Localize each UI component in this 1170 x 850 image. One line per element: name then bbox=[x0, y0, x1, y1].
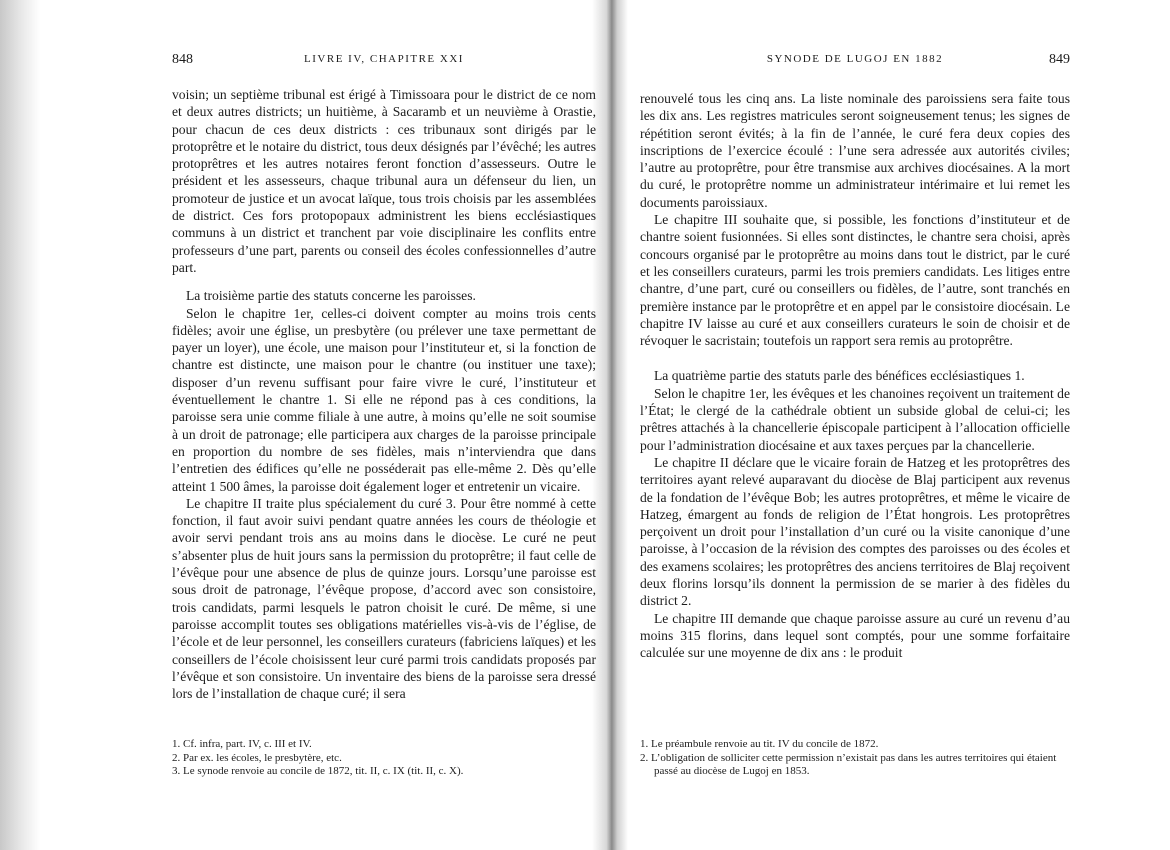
page-number: 849 bbox=[1049, 52, 1070, 67]
left-page bbox=[172, 0, 596, 850]
paragraph: voisin; un septième tribunal est érigé à Timissoara pour le district de ce nom et deux autres districts; un huitième, à Sacaramb et un neuvième à Orastie, pour chacun de ces deux districts : ces tribunaux sont dirigés par le protoprêtre et le notaire du district, tous deux désignés par l’évêché; les autres protoprêtres et les autres notaires feront fonction d’assesseurs. Outre le président et les assesseurs, chaque tribunal aura un défenseur du lien, un promoteur de justice et un avocat laïque, tous trois choisis par les assemblées de district. Ces fors protopopaux administrent les biens ecclésiastiques communs à un district et tranchent par voie disciplinaire les conflits entre professeurs d’une part, parents ou conseil des écoles confessionnelles d’autre part. bbox=[172, 87, 596, 275]
page-number: 848 bbox=[172, 52, 193, 67]
paragraph: Le chapitre III demande que chaque paroisse assure au curé un revenu d’au moins 315 florins, dans lequel sont comptés, pour une somme forfaitaire calculée sur une moyenne de dix ans : le produit bbox=[640, 610, 1070, 661]
page-body bbox=[640, 90, 1070, 662]
footnotes bbox=[172, 738, 596, 779]
footnote: 3. Le synode renvoie au concile de 1872, tit. II, c. IX (tit. II, c. X). bbox=[172, 765, 464, 777]
footnote: 2. L’obligation de solliciter cette permission n’existait pas dans les autres territoires qui étaient passé au diocèse de Lugoj en 1853. bbox=[640, 751, 1057, 777]
footnote: 1. Le préambule renvoie au tit. IV du concile de 1872. bbox=[640, 738, 879, 750]
footnote: 1. Cf. infra, part. IV, c. III et IV. bbox=[172, 738, 312, 750]
paragraph: Selon le chapitre 1er, celles-ci doivent compter au moins trois cents fidèles; avoir une église, un presbytère (ou prélever une taxe permettant de payer un loyer), une école, une maison pour l’instituteur et, si la fonction de chantre est distincte, une maison pour le chantre (ou instituer une taxe); disposer d’un revenu suffisant pour faire vivre le curé, l’instituteur et éventuellement le chantre 1. Si elle ne répond pas à ces conditions, la paroisse sera unie comme filiale à une autre, à moins qu’elle ne soit soumise à un droit de patronage; elle participera aux charges de la paroisse principale en proportion du nombre de ses fidèles, mais n’interviendra que dans l’entretien des édifices qu’elle ne posséderait pas elle-même 2. Dès qu’elle atteint 1 500 âmes, la paroisse doit également loger et entretenir un vicaire. bbox=[172, 305, 596, 494]
running-head-title: LIVRE IV, CHAPITRE XXI bbox=[304, 53, 464, 65]
running-head-title: SYNODE DE LUGOJ EN 1882 bbox=[766, 53, 944, 65]
book-gutter-shadow bbox=[592, 0, 628, 850]
footnotes bbox=[640, 738, 1070, 779]
paragraph: Le chapitre III souhaite que, si possible, les fonctions d’instituteur et de chantre soient fusionnées. Si elles sont distinctes, le chantre sera choisi, après concours organisé par le protoprêtre au moins dans tout le district, par le curé et les conseillers curateurs, parmi les trois premiers candidats. Les litiges entre chantre, d’une part, curé ou conseillers ou fidèles, de l’autre, sont tranchés en première instance par le protoprêtre et en appel par le consistoire diocésain. Le chapitre IV laisse au curé et aux conseillers curateurs le soin de choisir et de révoquer le sacristain; toutefois un rapport sera remis au protoprêtre. bbox=[640, 212, 1070, 349]
paragraph: renouvelé tous les cinq ans. La liste nominale des paroissiens sera faite tous les dix ans. Les registres matricules seront soigneusement tenus; les signes de répétition seront évités; à la fin de l’année, le curé fera deux copies des inscriptions de l’exercice écoulé : l’une sera adressée aux autorités civiles; l’autre au protoprêtre, pour être transmise aux archives diocésaines. A la mort du curé, le protoprêtre nomme un administrateur intérimaire et lui remet les documents paroissiaux. bbox=[640, 91, 1070, 210]
paragraph: La troisième partie des statuts concerne les paroisses. bbox=[186, 288, 476, 304]
paragraph: Selon le chapitre 1er, les évêques et les chanoines reçoivent un traitement de l’État; le clergé de la cathédrale obtient un subside global de celui-ci; les prêtres attachés à la chancellerie épiscopale participent à l’allocation officielle pour l’administration diocésaine et aux taxes perçues par la chancellerie. bbox=[640, 385, 1070, 453]
paragraph: La quatrième partie des statuts parle des bénéfices ecclésiastiques 1. bbox=[654, 368, 1025, 384]
paragraph: Le chapitre II déclare que le vicaire forain de Hatzeg et les protoprêtres des territoires ayant relevé auparavant du diocèse de Blaj participent aux revenus de la fondation de l’évêque Bob; les autres protoprêtres, et même le vicaire de Hatzeg, émargent au fonds de religion de l’État hongrois. Les protoprêtres perçoivent un droit pour l’installation d’un curé ou la visite canonique d’une paroisse, à l’occasion de la révision des comptes des paroisses ou des écoles et des examens scolaires; les protoprêtres des anciens territoires de Blaj reçoivent deux florins lorsqu’ils donnent la permission de se marier à des fidèles du district 2. bbox=[640, 454, 1070, 609]
footnote: 2. Par ex. les écoles, le presbytère, etc. bbox=[172, 751, 342, 764]
book-edge-shadow bbox=[0, 0, 40, 850]
running-header bbox=[172, 52, 596, 72]
running-header bbox=[640, 52, 1070, 72]
page-body bbox=[172, 86, 596, 702]
right-page bbox=[640, 0, 1070, 850]
paragraph: Le chapitre II traite plus spécialement du curé 3. Pour être nommé à cette fonction, il faut avoir suivi pendant quatre années les cours de théologie et avoir servi pendant trois ans au moins dans le diocèse. Le curé ne peut s’absenter plus de huit jours sans la permission du protoprêtre; il faut celle de l’évêque pour une absence de plus de quinze jours. Lorsqu’une paroisse est sous droit de patronage, l’évêque propose, d’accord avec son consistoire, trois candidats, parmi lesquels le patron choisit le curé. De même, si une paroisse accomplit toutes ses obligations matérielles vis-à-vis de l’église, de l’école et de leur personnel, les conseillers curateurs (fabriciens laïques) et les conseillers de l’école choisissent leur curé parmi trois candidats proposés par l’évêque et son consistoire. Un inventaire des biens de la paroisse sera dressé lors de l’installation de chaque curé; il sera bbox=[172, 495, 596, 702]
